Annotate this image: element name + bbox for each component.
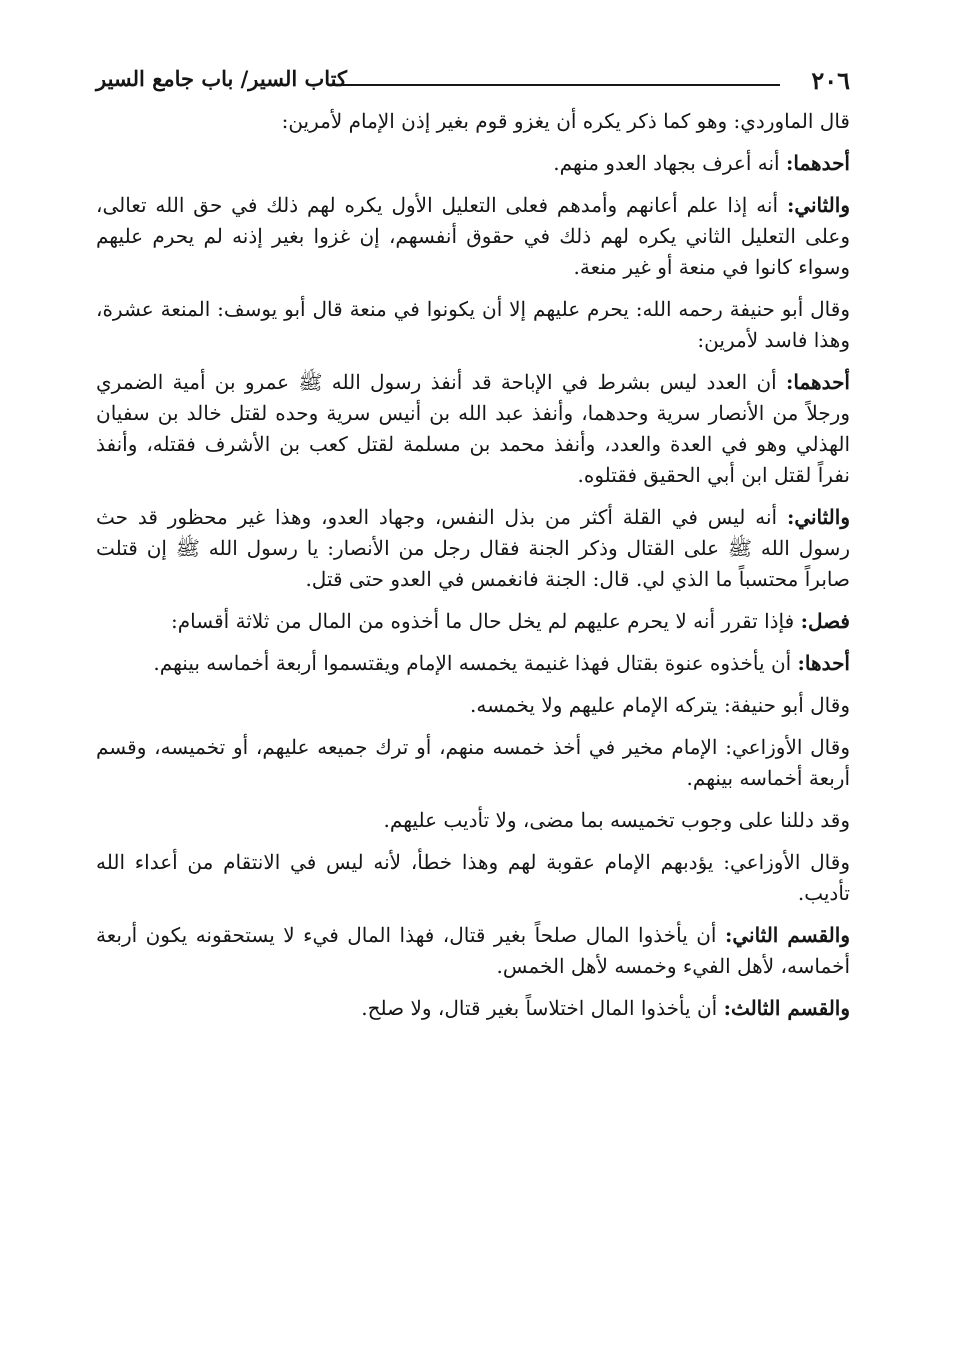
paragraph-text: وقال أبو حنيفة: يتركه الإمام عليهم ولا يخمسه. — [470, 693, 850, 717]
paragraph-text: أن يأخذوه عنوة بقتال فهذا غنيمة يخمسه الإمام ويقتسموا أربعة أخماسه بينهم. — [153, 651, 798, 675]
paragraph-label: والقسم الثاني: — [724, 923, 850, 947]
paragraph-2 — [96, 148, 850, 179]
paragraph-11 — [96, 805, 850, 836]
page-body — [96, 106, 850, 1035]
paragraph-label: فصل: — [800, 609, 850, 633]
paragraph-7 — [96, 606, 850, 637]
paragraph-5 — [96, 367, 850, 491]
paragraph-text: أنه ليس في القلة أكثر من بذل النفس، وجهاد العدو، وهذا غير محظور قد حث رسول الله ﷺ على القتال وذكر الجنة فقال رجل من الأنصار: يا رسول الله ﷺ إن قتلت صابراً محتسباً ما الذي لي. قال: الجنة فانغمس في العدو حتى قتل. — [96, 505, 850, 591]
paragraph-label: أحدها: — [797, 651, 850, 675]
paragraph-text: أن العدد ليس بشرط في الإباحة قد أنفذ رسول الله ﷺ عمرو بن أمية الضمري ورجلاً من الأنصار سرية وحدهما، وأنفذ عبد الله بن أنيس سرية وحده لقتل خالد بن سفيان الهذلي وهو في العدة والعدد، وأنفذ محمد بن مسلمة لقتل كعب بن الأشرف فقتله، وأنفذ نفراً لقتل ابن أبي الحقيق فقتلوه. — [96, 370, 850, 487]
paragraph-text: وقال أبو حنيفة رحمه الله: يحرم عليهم إلا أن يكونوا في منعة قال أبو يوسف: المنعة عشرة، وهذا فاسد لأمرين: — [96, 297, 850, 352]
paragraph-10 — [96, 732, 850, 794]
paragraph-label: أحدهما: — [785, 151, 850, 175]
paragraph-14 — [96, 993, 850, 1024]
paragraph-1 — [96, 106, 850, 137]
paragraph-label: والثاني: — [786, 193, 850, 217]
paragraph-text: أن يأخذوا المال اختلاساً بغير قتال، ولا صلح. — [361, 996, 724, 1020]
paragraph-text: قال الماوردي: وهو كما ذكر يكره أن يغزو قوم بغير إذن الإمام لأمرين: — [281, 109, 850, 133]
paragraph-text: أنه أعرف بجهاد العدو منهم. — [553, 151, 786, 175]
paragraph-4 — [96, 294, 850, 356]
header-rule — [328, 84, 780, 86]
paragraph-text: وقد دللنا على وجوب تخميسه بما مضى، ولا تأديب عليهم. — [383, 808, 850, 832]
running-title: كتاب السير/ باب جامع السير — [96, 66, 348, 91]
paragraph-text: أن يأخذوا المال صلحاً بغير قتال، فهذا المال فيء لا يستحقونه يكون أربعة أخماسه، لأهل الفيء وخمسه لأهل الخمس. — [96, 923, 850, 978]
paragraph-label: والثاني: — [786, 505, 850, 529]
paragraph-text: وقال الأوزاعي: يؤدبهم الإمام عقوبة لهم وهذا خطأ، لأنه ليس في الانتقام من أعداء الله تأديب. — [96, 850, 850, 905]
paragraph-text: فإذا تقرر أنه لا يحرم عليهم لم يخل حال ما أخذوه من المال من ثلاثة أقسام: — [171, 609, 801, 633]
paragraph-label: أحدهما: — [785, 370, 850, 394]
paragraph-text: وقال الأوزاعي: الإمام مخير في أخذ خمسه منهم، أو ترك جميعه عليهم، أو تخميسه، وقسم أربعة أخماسه بينهم. — [96, 735, 850, 790]
paragraph-text: أنه إذا علم أعانهم وأمدهم فعلى التعليل الأول يكره لهم ذلك في حق الله تعالى، وعلى التعليل الثاني يكره لهم ذلك في حقوق أنفسهم، إن غزوا بغير إذنه لم يحرم عليهم وسواء كانوا في منعة أو غير منعة. — [96, 193, 850, 279]
page-header — [96, 62, 850, 96]
paragraph-8 — [96, 648, 850, 679]
paragraph-13 — [96, 920, 850, 982]
paragraph-6 — [96, 502, 850, 595]
paragraph-3 — [96, 190, 850, 283]
paragraph-12 — [96, 847, 850, 909]
paragraph-label: والقسم الثالث: — [723, 996, 850, 1020]
page-number: ٢٠٦ — [811, 66, 850, 95]
paragraph-9 — [96, 690, 850, 721]
